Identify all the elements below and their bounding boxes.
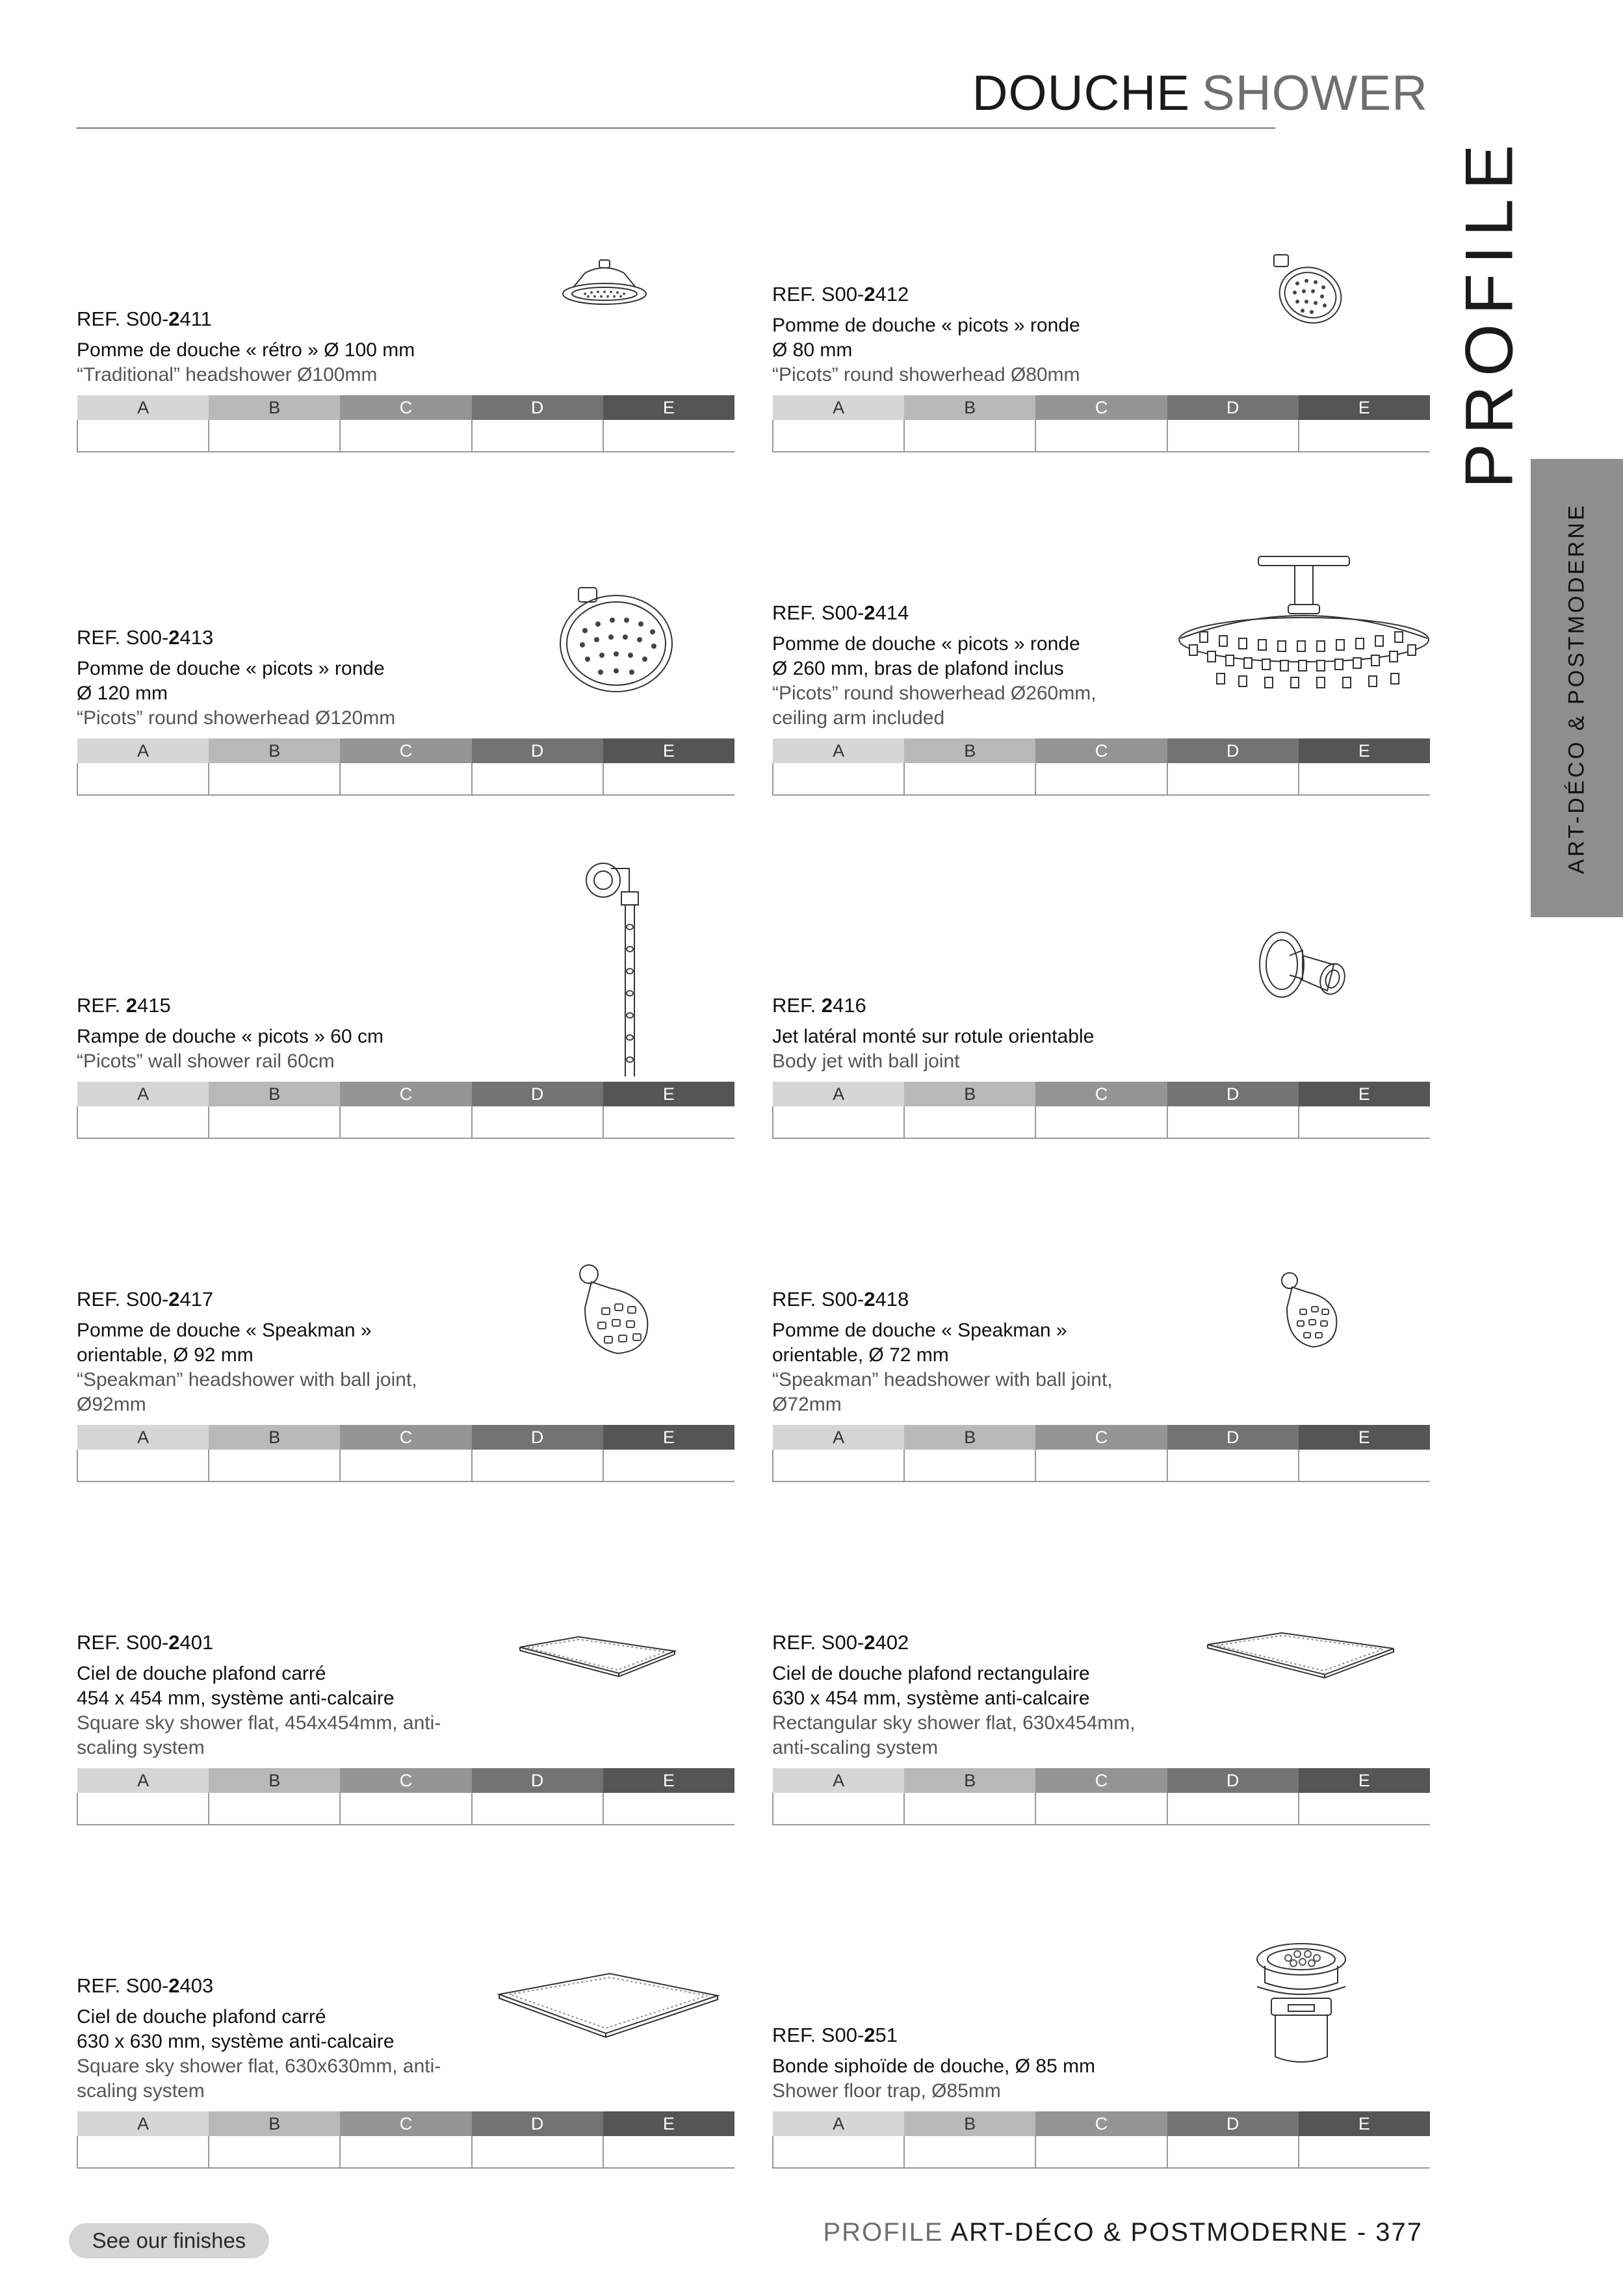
page-title-en: SHOWER <box>1202 66 1428 121</box>
product-block <box>77 307 734 452</box>
header-divider <box>77 127 1275 129</box>
ref-bold: 2 <box>125 994 138 1017</box>
finish-table <box>772 738 1430 796</box>
product-name-fr: Pomme de douche « picots » ronde Ø 80 mm <box>772 315 1080 361</box>
ref-prefix: REF. S00- <box>77 1974 169 1997</box>
finish-cell[interactable] <box>209 2136 340 2168</box>
finish-header[interactable]: A <box>77 1082 209 1106</box>
product-name-en: “Picots” wall shower rail 60cm <box>77 1050 335 1072</box>
floor-trap-illustration <box>1252 1940 1349 2070</box>
finish-header[interactable]: C <box>1035 395 1167 420</box>
product-name-fr: Pomme de douche « Speakman » orientable, Ø 72 mm <box>772 1320 1067 1366</box>
ref-bold: 2 <box>168 1631 180 1654</box>
product-name-en: “Picots” round showerhead Ø260mm, ceiling arm included <box>772 683 1097 729</box>
retro-headshower-illustration <box>559 259 650 311</box>
product-name-en: Square sky shower flat, 630x630mm, anti- scaling system <box>77 2055 441 2102</box>
ref-suffix: 411 <box>179 307 212 330</box>
product-name-en: Rectangular sky shower flat, 630x454mm, anti-scaling system <box>772 1712 1136 1758</box>
finish-header[interactable]: E <box>603 738 734 763</box>
ref-suffix: 403 <box>179 1974 214 1997</box>
ref-bold: 2 <box>168 1288 180 1311</box>
finish-cell[interactable] <box>904 1106 1035 1138</box>
ref-bold: 2 <box>864 601 876 624</box>
finish-cell[interactable] <box>603 2136 734 2168</box>
finish-cell[interactable] <box>209 1106 340 1138</box>
finish-cell[interactable] <box>1035 2136 1167 2168</box>
footer-collection-page: ART-DÉCO & POSTMODERNE - 377 <box>950 2218 1423 2247</box>
finish-header[interactable]: B <box>904 395 1035 420</box>
finish-cell[interactable] <box>773 1793 904 1825</box>
ref-suffix: 418 <box>875 1288 909 1311</box>
finish-cell[interactable] <box>773 2136 904 2168</box>
ref-bold: 2 <box>864 1631 876 1654</box>
finish-table <box>77 1082 734 1139</box>
finish-header[interactable]: E <box>1299 738 1430 763</box>
finish-cell[interactable] <box>1299 2136 1430 2168</box>
finish-cell[interactable] <box>77 1106 209 1138</box>
page-title-fr: DOUCHE <box>972 66 1190 121</box>
product-name-en: “Picots” round showerhead Ø80mm <box>772 364 1080 385</box>
finish-table <box>772 395 1430 452</box>
finish-header[interactable]: C <box>1035 1082 1167 1106</box>
body-jet-illustration <box>1256 923 1360 1014</box>
finish-header[interactable]: D <box>1167 1425 1299 1450</box>
see-finishes-button[interactable] <box>69 2223 269 2258</box>
finish-header[interactable]: C <box>340 738 471 763</box>
finish-header[interactable]: A <box>773 1082 904 1106</box>
collection-tab[interactable] <box>1531 459 1623 917</box>
product-block <box>772 993 1430 1139</box>
finish-header[interactable]: E <box>1299 395 1430 420</box>
finish-cell[interactable] <box>77 2136 209 2168</box>
finish-cell[interactable] <box>77 420 209 452</box>
finish-table <box>77 395 734 452</box>
product-name-en: “Traditional” headshower Ø100mm <box>77 364 378 385</box>
ref-prefix: REF. S00- <box>772 283 864 306</box>
ref-prefix: REF. S00- <box>772 2024 864 2046</box>
finish-header[interactable]: A <box>773 1425 904 1450</box>
finish-header[interactable]: A <box>77 738 209 763</box>
finish-table <box>772 1082 1430 1139</box>
rectangular-sky-shower-illustration <box>1204 1629 1399 1681</box>
finish-header[interactable]: D <box>1167 1082 1299 1106</box>
finish-header[interactable]: C <box>340 2111 471 2136</box>
finish-header[interactable]: D <box>1167 1768 1299 1793</box>
finish-cell[interactable] <box>603 763 734 795</box>
finish-header[interactable]: E <box>1299 1768 1430 1793</box>
ref-prefix: REF. S00- <box>77 626 169 649</box>
finish-cell[interactable] <box>773 420 904 452</box>
ref-suffix: 416 <box>833 994 866 1017</box>
finish-cell[interactable] <box>472 2136 603 2168</box>
finish-header[interactable]: B <box>904 1425 1035 1450</box>
finish-header[interactable]: B <box>209 738 340 763</box>
finish-cell[interactable] <box>904 1450 1035 1481</box>
finish-header[interactable]: C <box>1035 738 1167 763</box>
finish-header[interactable]: D <box>1167 2111 1299 2136</box>
finish-cell[interactable] <box>472 1450 603 1481</box>
ref-bold: 2 <box>168 307 180 330</box>
picots-260-ceiling-illustration <box>1174 554 1434 690</box>
finish-table <box>772 1425 1430 1482</box>
finish-header[interactable]: C <box>340 395 471 420</box>
finish-cell[interactable] <box>1167 1106 1299 1138</box>
ref-suffix: 414 <box>875 601 909 624</box>
footer-page-label <box>823 2218 1423 2247</box>
ref-prefix: REF. S00- <box>77 307 169 330</box>
finish-header[interactable]: C <box>340 1768 471 1793</box>
finish-table <box>77 1768 734 1825</box>
product-name-fr: Bonde siphoïde de douche, Ø 85 mm <box>772 2055 1095 2077</box>
ref-suffix: 402 <box>875 1631 909 1654</box>
ref-prefix: REF. S00- <box>77 1288 169 1311</box>
finish-header[interactable]: A <box>77 1768 209 1793</box>
finish-cell[interactable] <box>340 420 471 452</box>
finish-cell[interactable] <box>1299 1793 1430 1825</box>
ref-prefix: REF. <box>772 994 822 1017</box>
product-name-en: Shower floor trap, Ø85mm <box>772 2080 1001 2102</box>
square-sky-shower-630-illustration <box>495 1970 723 2041</box>
finish-table <box>772 2111 1430 2169</box>
product-name-fr: Ciel de douche plafond carré 454 x 454 mm, système anti-calcaire <box>77 1663 395 1709</box>
finish-cell[interactable] <box>773 1450 904 1481</box>
finish-cell[interactable] <box>1035 420 1167 452</box>
product-name-en: Square sky shower flat, 454x454mm, anti- scaling system <box>77 1712 441 1758</box>
finish-cell[interactable] <box>603 1793 734 1825</box>
finish-header[interactable]: B <box>209 1082 340 1106</box>
finish-cell[interactable] <box>340 1793 471 1825</box>
finish-header[interactable]: D <box>472 738 603 763</box>
finish-header[interactable]: B <box>209 395 340 420</box>
product-name-fr: Pomme de douche « picots » ronde Ø 120 mm <box>77 658 385 704</box>
product-name-fr: Pomme de douche « rétro » Ø 100 mm <box>77 339 415 361</box>
finish-header[interactable]: B <box>904 2111 1035 2136</box>
finish-cell[interactable] <box>77 763 209 795</box>
finish-header[interactable]: C <box>1035 1768 1167 1793</box>
finish-cell[interactable] <box>1035 763 1167 795</box>
finish-header[interactable]: C <box>340 1425 471 1450</box>
finish-cell[interactable] <box>209 763 340 795</box>
finish-header[interactable]: B <box>209 2111 340 2136</box>
finish-cell[interactable] <box>904 1793 1035 1825</box>
finish-header[interactable]: E <box>603 1425 734 1450</box>
finish-cell[interactable] <box>904 763 1035 795</box>
finish-header[interactable]: B <box>904 1082 1035 1106</box>
product-name-fr: Jet latéral monté sur rotule orientable <box>772 1026 1095 1047</box>
finish-cell[interactable] <box>1299 763 1430 795</box>
finish-header[interactable]: D <box>1167 738 1299 763</box>
finish-header[interactable]: B <box>209 1768 340 1793</box>
ref-suffix: 413 <box>179 626 214 649</box>
finish-header[interactable]: A <box>773 1768 904 1793</box>
finish-cell[interactable] <box>472 1106 603 1138</box>
finish-cell[interactable] <box>1299 420 1430 452</box>
ref-bold: 2 <box>821 994 833 1017</box>
finish-header[interactable]: D <box>472 1082 603 1106</box>
finish-cell[interactable] <box>1299 1106 1430 1138</box>
finish-cell[interactable] <box>603 1450 734 1481</box>
finish-header[interactable]: B <box>904 1768 1035 1793</box>
finish-header[interactable]: D <box>1167 395 1299 420</box>
picots-120-illustration <box>552 585 676 696</box>
finish-header[interactable]: C <box>340 1082 471 1106</box>
ref-bold: 2 <box>168 1974 180 1997</box>
finish-cell[interactable] <box>340 1450 471 1481</box>
finish-header[interactable]: D <box>472 1768 603 1793</box>
finish-cell[interactable] <box>773 1106 904 1138</box>
page-title <box>972 65 1428 122</box>
square-sky-shower-454-illustration <box>516 1633 679 1678</box>
finish-cell[interactable] <box>1167 1793 1299 1825</box>
product-name-fr: Rampe de douche « picots » 60 cm <box>77 1026 383 1047</box>
finish-cell[interactable] <box>77 1793 209 1825</box>
product-name-fr: Ciel de douche plafond rectangulaire 630 x 454 mm, système anti-calcaire <box>772 1663 1090 1709</box>
collection-tab-label: ART-DÉCO & POSTMODERNE <box>1564 502 1589 874</box>
ref-suffix: 51 <box>875 2024 898 2046</box>
finish-table <box>77 1425 734 1482</box>
product-name-fr: Pomme de douche « Speakman » orientable, Ø 92 mm <box>77 1320 372 1366</box>
finish-header[interactable]: C <box>1035 2111 1167 2136</box>
finish-cell[interactable] <box>77 1450 209 1481</box>
finish-header[interactable]: A <box>773 738 904 763</box>
finish-header[interactable]: A <box>773 2111 904 2136</box>
finish-header[interactable]: E <box>1299 1082 1430 1106</box>
finish-cell[interactable] <box>1299 1450 1430 1481</box>
finish-table <box>772 1768 1430 1825</box>
see-finishes-label: See our finishes <box>92 2228 246 2252</box>
ref-suffix: 401 <box>179 1631 214 1654</box>
ref-prefix: REF. S00- <box>772 1288 864 1311</box>
ref-prefix: REF. S00- <box>772 601 864 624</box>
finish-cell[interactable] <box>340 1106 471 1138</box>
footer-brand: PROFILE <box>823 2218 944 2247</box>
speakman-72-illustration <box>1275 1270 1344 1350</box>
finish-cell[interactable] <box>1035 1450 1167 1481</box>
ref-bold: 2 <box>864 283 876 306</box>
ref-suffix: 412 <box>875 283 909 306</box>
finish-cell[interactable] <box>1167 420 1299 452</box>
finish-header[interactable]: D <box>472 1425 603 1450</box>
brand-vertical-label: PROFILE <box>1451 135 1527 489</box>
finish-header[interactable]: A <box>77 395 209 420</box>
finish-cell[interactable] <box>1035 1793 1167 1825</box>
product-name-fr: Ciel de douche plafond carré 630 x 630 mm, système anti-calcaire <box>77 2006 395 2052</box>
ref-bold: 2 <box>864 2024 876 2046</box>
finish-header[interactable]: E <box>603 2111 734 2136</box>
speakman-92-illustration <box>572 1262 656 1357</box>
finish-cell[interactable] <box>1167 1450 1299 1481</box>
ref-suffix: 415 <box>137 994 171 1017</box>
finish-header[interactable]: B <box>209 1425 340 1450</box>
finish-header[interactable]: D <box>472 395 603 420</box>
finish-header[interactable]: E <box>603 395 734 420</box>
finish-cell[interactable] <box>472 1793 603 1825</box>
product-name-en: “Speakman” headshower with ball joint, Ø72mm <box>772 1369 1113 1415</box>
finish-cell[interactable] <box>340 763 471 795</box>
finish-cell[interactable] <box>904 420 1035 452</box>
finish-cell[interactable] <box>340 2136 471 2168</box>
finish-cell[interactable] <box>472 420 603 452</box>
finish-cell[interactable] <box>1167 763 1299 795</box>
finish-table <box>77 738 734 796</box>
finish-header[interactable]: D <box>472 2111 603 2136</box>
ref-bold: 2 <box>864 1288 876 1311</box>
product-name-en: Body jet with ball joint <box>772 1050 960 1072</box>
finish-cell[interactable] <box>1167 2136 1299 2168</box>
finish-cell[interactable] <box>472 763 603 795</box>
product-name-fr: Pomme de douche « picots » ronde Ø 260 mm, bras de plafond inclus <box>772 633 1080 679</box>
ref-bold: 2 <box>168 626 180 649</box>
ref-suffix: 417 <box>179 1288 214 1311</box>
finish-header[interactable]: C <box>1035 1425 1167 1450</box>
finish-table <box>77 2111 734 2169</box>
finish-cell[interactable] <box>904 2136 1035 2168</box>
finish-cell[interactable] <box>209 1793 340 1825</box>
finish-cell[interactable] <box>1035 1106 1167 1138</box>
finish-cell[interactable] <box>603 420 734 452</box>
finish-header[interactable]: E <box>1299 1425 1430 1450</box>
finish-header[interactable]: A <box>77 1425 209 1450</box>
finish-header[interactable]: E <box>603 1768 734 1793</box>
ref-prefix: REF. S00- <box>77 1631 169 1654</box>
finish-cell[interactable] <box>209 420 340 452</box>
finish-header[interactable]: A <box>773 395 904 420</box>
wall-shower-rail-illustration <box>578 859 650 1078</box>
finish-header[interactable]: B <box>904 738 1035 763</box>
picots-80-illustration <box>1267 252 1345 328</box>
finish-cell[interactable] <box>209 1450 340 1481</box>
product-name-en: “Picots” round showerhead Ø120mm <box>77 707 396 729</box>
product-name-en: “Speakman” headshower with ball joint, Ø92mm <box>77 1369 417 1415</box>
ref-prefix: REF. <box>77 994 126 1017</box>
finish-header[interactable]: A <box>77 2111 209 2136</box>
finish-cell[interactable] <box>773 763 904 795</box>
finish-cell[interactable] <box>603 1106 734 1138</box>
ref-prefix: REF. S00- <box>772 1631 864 1654</box>
finish-header[interactable]: E <box>603 1082 734 1106</box>
finish-header[interactable]: E <box>1299 2111 1430 2136</box>
